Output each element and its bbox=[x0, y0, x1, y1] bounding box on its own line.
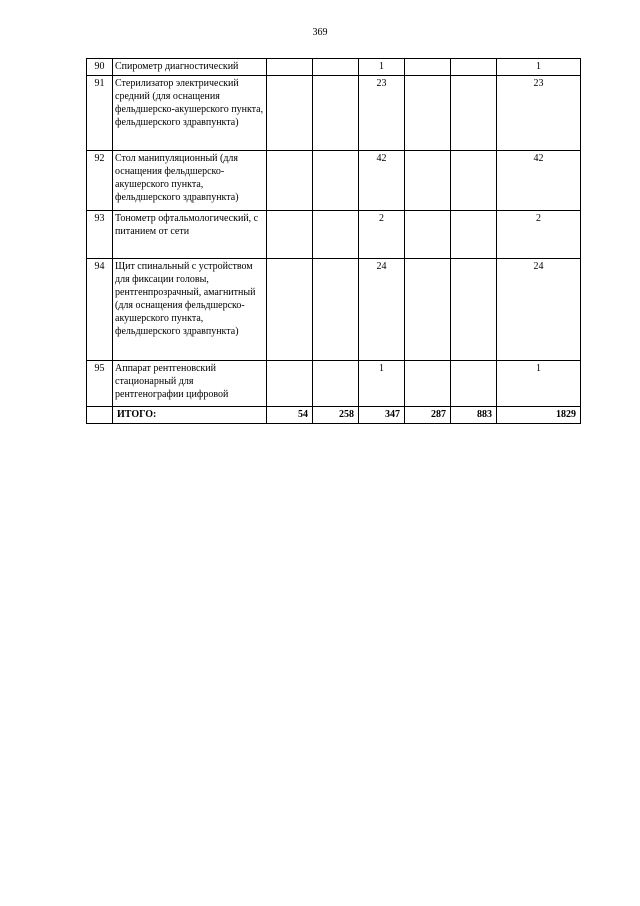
value-col-5 bbox=[451, 211, 497, 259]
value-col-3: 42 bbox=[359, 151, 405, 211]
table-row bbox=[87, 76, 581, 151]
value-col-1 bbox=[267, 76, 313, 151]
value-col-1 bbox=[267, 259, 313, 361]
value-col-2 bbox=[313, 59, 359, 76]
value-col-3: 24 bbox=[359, 259, 405, 361]
value-col-5 bbox=[451, 361, 497, 407]
value-col-3: 2 bbox=[359, 211, 405, 259]
value-col-5 bbox=[451, 76, 497, 151]
value-col-4 bbox=[405, 76, 451, 151]
value-col-4 bbox=[405, 361, 451, 407]
table-row bbox=[87, 59, 581, 76]
value-total: 1 bbox=[497, 59, 581, 76]
value-col-1 bbox=[267, 211, 313, 259]
value-col-4 bbox=[405, 151, 451, 211]
value-col-4 bbox=[405, 259, 451, 361]
grand-total: 1829 bbox=[497, 407, 581, 424]
row-number: 93 bbox=[87, 211, 113, 259]
total-col-2: 258 bbox=[313, 407, 359, 424]
row-number: 90 bbox=[87, 59, 113, 76]
value-total: 23 bbox=[497, 76, 581, 151]
total-col-1: 54 bbox=[267, 407, 313, 424]
row-number: 95 bbox=[87, 361, 113, 407]
value-col-4 bbox=[405, 59, 451, 76]
value-col-2 bbox=[313, 76, 359, 151]
value-col-5 bbox=[451, 259, 497, 361]
value-total: 2 bbox=[497, 211, 581, 259]
row-number: 92 bbox=[87, 151, 113, 211]
total-label: ИТОГО: bbox=[113, 407, 267, 424]
value-col-1 bbox=[267, 151, 313, 211]
total-col-5: 883 bbox=[451, 407, 497, 424]
value-col-2 bbox=[313, 211, 359, 259]
row-number: 94 bbox=[87, 259, 113, 361]
table-row bbox=[87, 151, 581, 211]
value-col-2 bbox=[313, 151, 359, 211]
equipment-name: Спирометр диагностический bbox=[113, 59, 267, 76]
table-row bbox=[87, 361, 581, 407]
equipment-name: Тонометр офтальмологический, с питанием от сети bbox=[113, 211, 267, 259]
row-number bbox=[87, 407, 113, 424]
equipment-table bbox=[86, 58, 581, 424]
value-col-3: 23 bbox=[359, 76, 405, 151]
equipment-name: Аппарат рентгеновский стационарный для рентгенографии цифровой bbox=[113, 361, 267, 407]
value-col-3: 1 bbox=[359, 59, 405, 76]
page-number: 369 bbox=[312, 27, 328, 38]
equipment-name: Щит спинальный с устройством для фиксации головы, рентгенпрозрачный, амагнитный (для оснащения фельдшерско-акушерского пункта, фельдшерского здравпункта) bbox=[113, 259, 267, 361]
value-total: 42 bbox=[497, 151, 581, 211]
row-number: 91 bbox=[87, 76, 113, 151]
total-row bbox=[87, 407, 581, 424]
value-col-5 bbox=[451, 151, 497, 211]
total-col-3: 347 bbox=[359, 407, 405, 424]
table-row bbox=[87, 211, 581, 259]
value-col-5 bbox=[451, 59, 497, 76]
equipment-name: Стерилизатор электрический средний (для оснащения фельдшерско-акушерского пункта, фельдшерского здравпункта) bbox=[113, 76, 267, 151]
value-col-2 bbox=[313, 259, 359, 361]
value-col-3: 1 bbox=[359, 361, 405, 407]
value-col-1 bbox=[267, 361, 313, 407]
value-col-1 bbox=[267, 59, 313, 76]
total-col-4: 287 bbox=[405, 407, 451, 424]
equipment-name: Стол манипуляционный (для оснащения фельдшерско-акушерского пункта, фельдшерского здравпункта) bbox=[113, 151, 267, 211]
value-col-4 bbox=[405, 211, 451, 259]
table-row bbox=[87, 259, 581, 361]
value-total: 1 bbox=[497, 361, 581, 407]
value-total: 24 bbox=[497, 259, 581, 361]
value-col-2 bbox=[313, 361, 359, 407]
